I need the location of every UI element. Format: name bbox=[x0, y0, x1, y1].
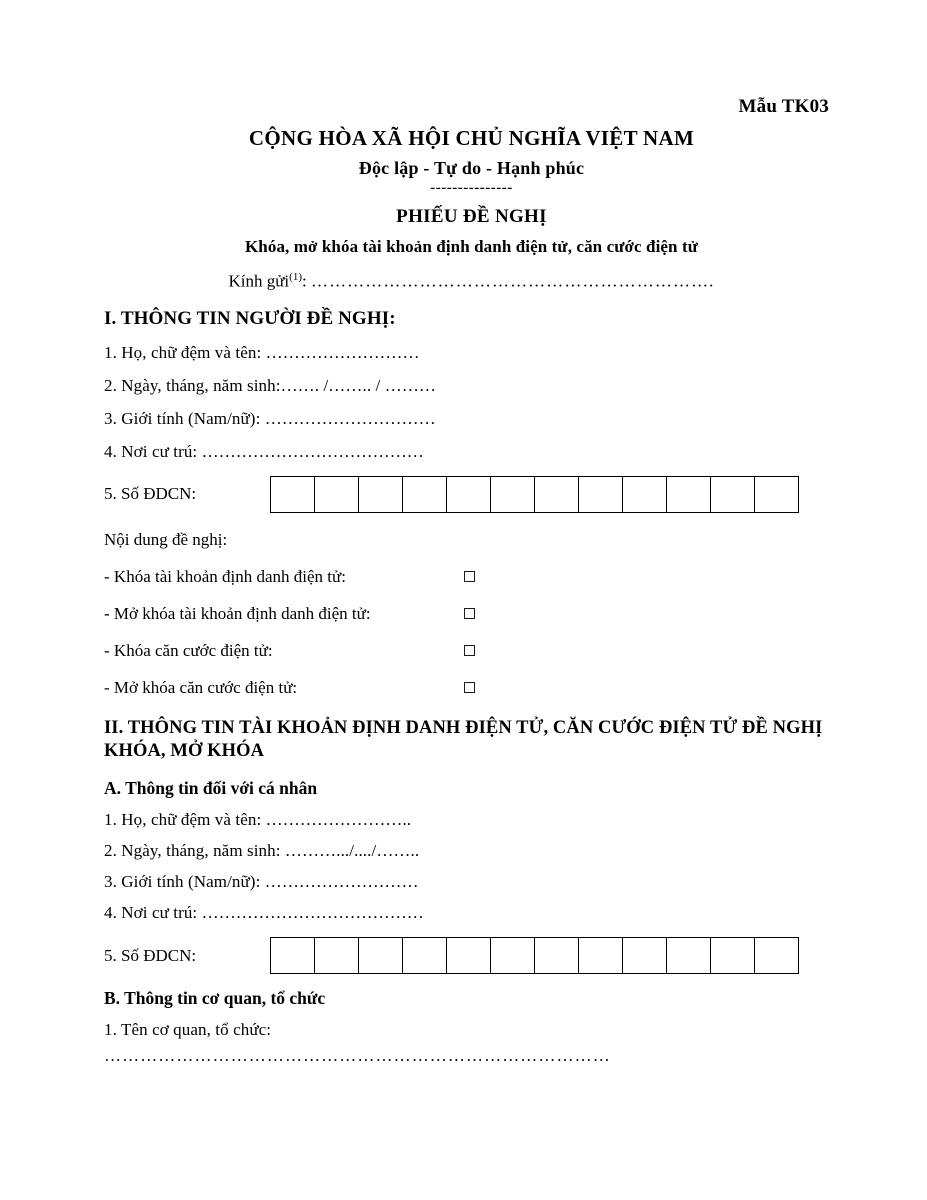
id-cell[interactable] bbox=[666, 476, 711, 513]
id-cell[interactable] bbox=[490, 476, 535, 513]
option-row-lock-eid-account[interactable] bbox=[104, 567, 839, 587]
option-row-unlock-eid-card[interactable] bbox=[104, 678, 839, 698]
checkbox-lock-eid-card[interactable] bbox=[464, 645, 475, 656]
id-cell[interactable] bbox=[754, 476, 799, 513]
section-2-org-name-label: 1. Tên cơ quan, tổ chức: bbox=[104, 1020, 272, 1039]
id-cell[interactable] bbox=[270, 937, 315, 974]
section-1-id-row bbox=[104, 476, 839, 513]
id-cell[interactable] bbox=[534, 937, 579, 974]
id-cell[interactable] bbox=[402, 476, 447, 513]
option-row-unlock-eid-account[interactable] bbox=[104, 604, 839, 624]
section-1-field-name[interactable]: 1. Họ, chữ đệm và tên: ……………………… bbox=[104, 342, 420, 362]
section-1-id-label: 5. Số ĐDCN: bbox=[104, 484, 197, 504]
id-cell[interactable] bbox=[754, 937, 799, 974]
id-cell[interactable] bbox=[314, 937, 359, 974]
id-cell[interactable] bbox=[578, 476, 623, 513]
recipient-colon: : bbox=[301, 271, 307, 291]
option-row-lock-eid-card[interactable] bbox=[104, 641, 839, 661]
section-2-field-gender[interactable]: 3. Giới tính (Nam/nữ): ……………………… bbox=[104, 872, 419, 891]
recipient-input-dots[interactable]: …………………………………………………………. bbox=[310, 271, 715, 291]
option-label: - Khóa tài khoản định danh điện tử: bbox=[104, 566, 346, 586]
national-title: CỘNG HÒA XÃ HỘI CHỦ NGHĨA VIỆT NAM bbox=[248, 126, 695, 150]
section-2-org-name-input-dots[interactable]: ………………………………………………………………………… bbox=[104, 1046, 611, 1065]
section-2-id-label: 5. Số ĐDCN: bbox=[104, 945, 197, 965]
id-cell[interactable] bbox=[446, 476, 491, 513]
recipient-footnote-marker: (1) bbox=[289, 271, 302, 283]
section-1-id-boxes[interactable] bbox=[270, 476, 799, 513]
checkbox-unlock-eid-account[interactable] bbox=[464, 608, 475, 619]
recipient-line bbox=[104, 271, 839, 292]
document-subtitle: Khóa, mở khóa tài khoản định danh điện tử, căn cước điện tử bbox=[244, 237, 699, 256]
id-cell[interactable] bbox=[446, 937, 491, 974]
option-label: - Mở khóa tài khoản định danh điện tử: bbox=[104, 603, 371, 623]
id-cell[interactable] bbox=[402, 937, 447, 974]
section-2-id-row bbox=[104, 937, 839, 974]
section-2-part-a-title: A. Thông tin đối với cá nhân bbox=[104, 778, 318, 798]
id-cell[interactable] bbox=[622, 476, 667, 513]
section-2-part-b-title: B. Thông tin cơ quan, tổ chức bbox=[104, 988, 326, 1008]
section-1-field-residence[interactable]: 4. Nơi cư trú: ………………………………… bbox=[104, 441, 424, 461]
section-2-id-boxes[interactable] bbox=[270, 937, 799, 974]
id-cell[interactable] bbox=[270, 476, 315, 513]
id-cell[interactable] bbox=[578, 937, 623, 974]
section-1-heading: I. THÔNG TIN NGƯỜI ĐỀ NGHỊ: bbox=[104, 307, 396, 329]
option-label: - Khóa căn cước điện tử: bbox=[104, 640, 273, 660]
checkbox-unlock-eid-card[interactable] bbox=[464, 682, 475, 693]
option-label: - Mở khóa căn cước điện tử: bbox=[104, 677, 298, 697]
id-cell[interactable] bbox=[710, 937, 755, 974]
form-code: Mẫu TK03 bbox=[738, 96, 829, 117]
section-2-heading: II. THÔNG TIN TÀI KHOẢN ĐỊNH DANH ĐIỆN TỬ, CĂN CƯỚC ĐIỆN TỬ ĐỀ NGHỊ KHÓA, MỞ KHÓA bbox=[104, 717, 823, 762]
id-cell[interactable] bbox=[534, 476, 579, 513]
id-cell[interactable] bbox=[666, 937, 711, 974]
section-2-field-residence[interactable]: 4. Nơi cư trú: ………………………………… bbox=[104, 903, 424, 922]
id-cell[interactable] bbox=[710, 476, 755, 513]
id-cell[interactable] bbox=[622, 937, 667, 974]
section-2-field-dob[interactable]: 2. Ngày, tháng, năm sinh: ……….../..../…….. bbox=[104, 841, 420, 860]
id-cell[interactable] bbox=[490, 937, 535, 974]
divider-dashes: --------------- bbox=[430, 180, 513, 196]
national-motto: Độc lập - Tự do - Hạnh phúc bbox=[358, 158, 585, 178]
request-content-label: Nội dung đề nghị: bbox=[104, 529, 228, 549]
recipient-label: Kính gửi bbox=[228, 271, 290, 291]
document-title: PHIẾU ĐỀ NGHỊ bbox=[396, 206, 547, 227]
id-cell[interactable] bbox=[358, 937, 403, 974]
section-1-field-gender[interactable]: 3. Giới tính (Nam/nữ): ………………………… bbox=[104, 408, 436, 428]
id-cell[interactable] bbox=[358, 476, 403, 513]
section-1-field-dob[interactable]: 2. Ngày, tháng, năm sinh:……. /…….. / ……… bbox=[104, 375, 437, 395]
section-2-field-name[interactable]: 1. Họ, chữ đệm và tên: …………………….. bbox=[104, 810, 412, 829]
id-cell[interactable] bbox=[314, 476, 359, 513]
checkbox-lock-eid-account[interactable] bbox=[464, 571, 475, 582]
